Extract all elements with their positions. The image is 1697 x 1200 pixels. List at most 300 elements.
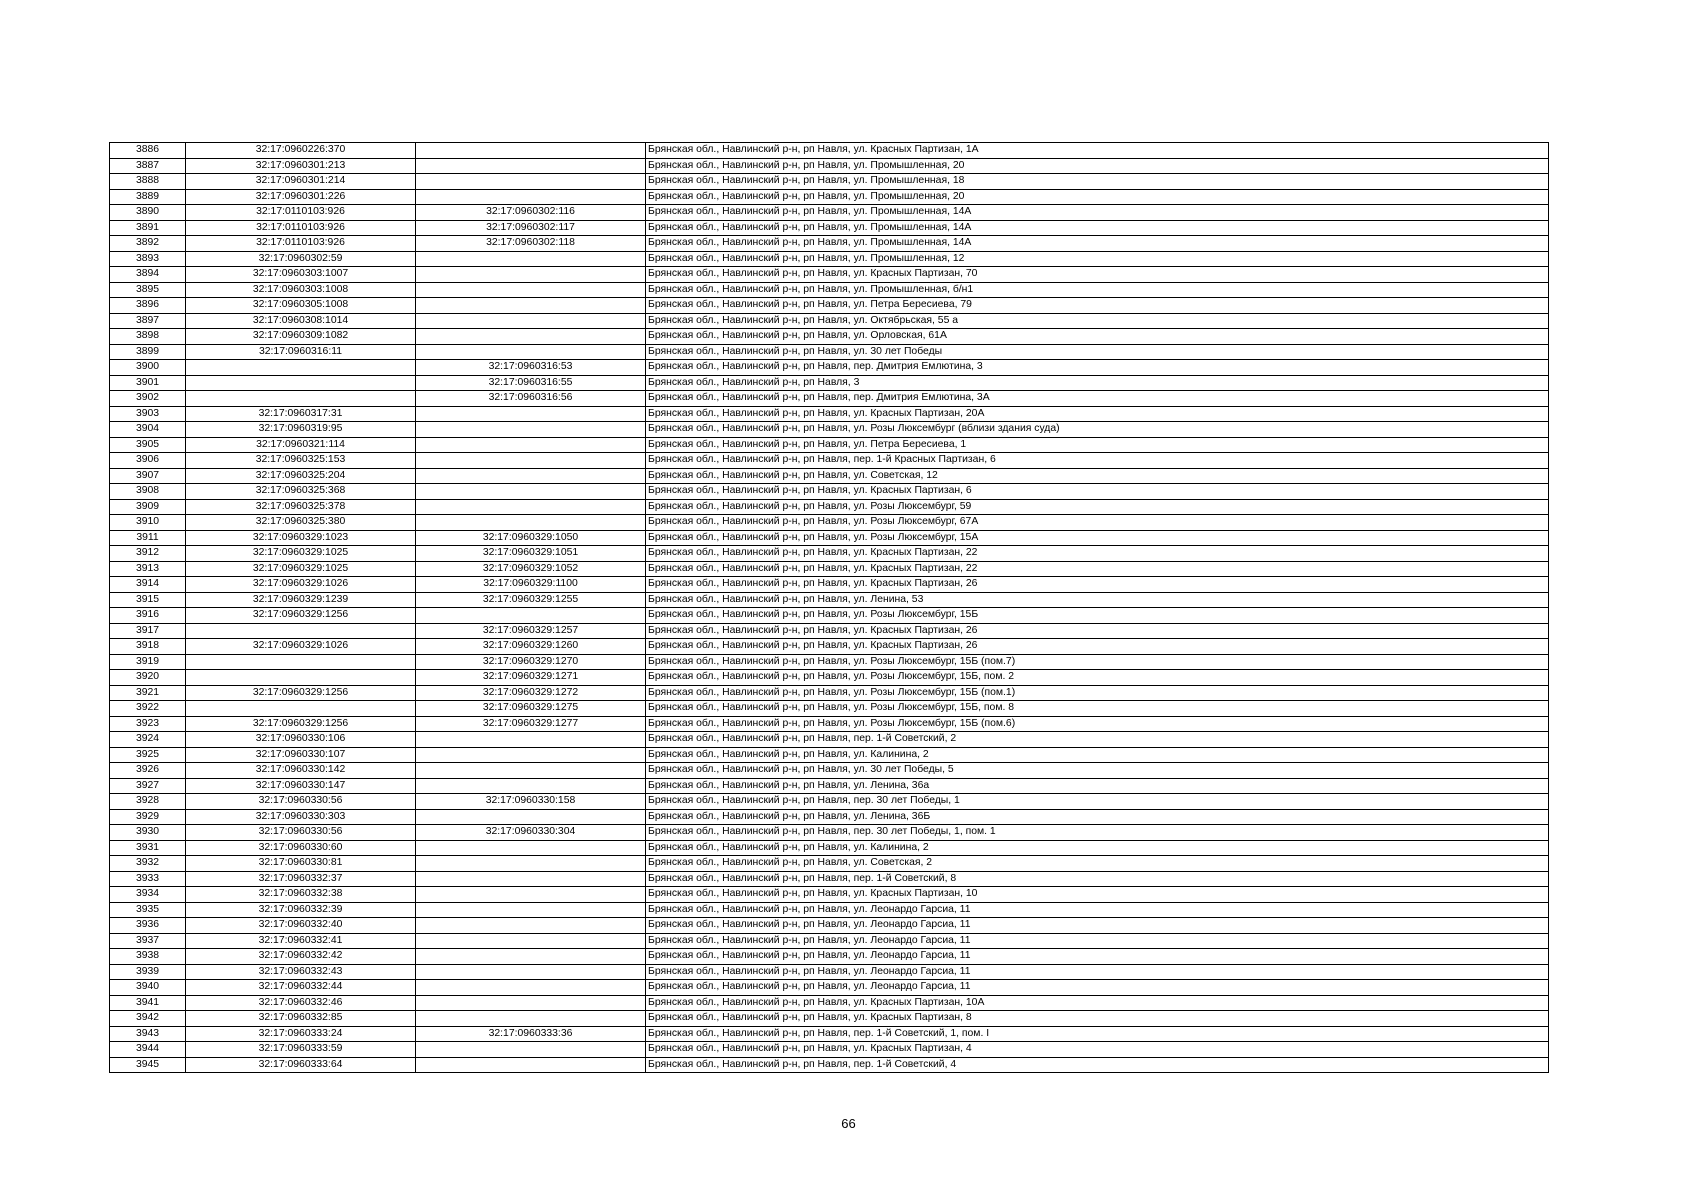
table-row [110,825,1549,841]
object-number-cell [416,747,646,763]
table-row [110,902,1549,918]
object-number-cell: 32:17:0960329:1272 [416,685,646,701]
row-number-cell: 3887 [110,158,186,174]
table-row [110,592,1549,608]
row-number-cell: 3941 [110,995,186,1011]
table-row [110,763,1549,779]
address-cell: Брянская обл., Навлинский р-н, рп Навля, ул. Красных Партизан, 10А [646,995,1549,1011]
object-number-cell: 32:17:0960302:116 [416,205,646,221]
address-cell: Брянская обл., Навлинский р-н, рп Навля, ул. Ленина, 36Б [646,809,1549,825]
cadastral-number-cell: 32:17:0960332:38 [186,887,416,903]
table-row [110,515,1549,531]
row-number-cell: 3889 [110,189,186,205]
row-number-cell: 3916 [110,608,186,624]
address-cell: Брянская обл., Навлинский р-н, рп Навля, ул. Промышленная, 14А [646,236,1549,252]
address-cell: Брянская обл., Навлинский р-н, рп Навля, ул. Промышленная, 12 [646,251,1549,267]
cadastral-number-cell [186,654,416,670]
row-number-cell: 3907 [110,468,186,484]
address-cell: Брянская обл., Навлинский р-н, рп Навля, пер. 30 лет Победы, 1, пом. 1 [646,825,1549,841]
address-cell: Брянская обл., Навлинский р-н, рп Навля, ул. Красных Партизан, 1А [646,143,1549,159]
table-row [110,267,1549,283]
address-cell: Брянская обл., Навлинский р-н, рп Навля, ул. Калинина, 2 [646,840,1549,856]
row-number-cell: 3913 [110,561,186,577]
object-number-cell: 32:17:0960302:118 [416,236,646,252]
row-number-cell: 3912 [110,546,186,562]
row-number-cell: 3922 [110,701,186,717]
object-number-cell: 32:17:0960330:304 [416,825,646,841]
address-cell: Брянская обл., Навлинский р-н, рп Навля, ул. Леонардо Гарсиа, 11 [646,933,1549,949]
cadastral-number-cell: 32:17:0960332:42 [186,949,416,965]
address-cell: Брянская обл., Навлинский р-н, рп Навля, ул. Розы Люксембург, 59 [646,499,1549,515]
cadastral-number-cell: 32:17:0110103:926 [186,220,416,236]
object-number-cell: 32:17:0960329:1275 [416,701,646,717]
table-row [110,964,1549,980]
table-row [110,391,1549,407]
cadastral-number-cell [186,701,416,717]
table-row [110,980,1549,996]
table-row [110,701,1549,717]
address-cell: Брянская обл., Навлинский р-н, рп Навля, ул. Промышленная, 14А [646,220,1549,236]
cadastral-number-cell: 32:17:0960330:107 [186,747,416,763]
cadastral-number-cell: 32:17:0960330:106 [186,732,416,748]
address-cell: Брянская обл., Навлинский р-н, рп Навля, ул. Красных Партизан, 8 [646,1011,1549,1027]
cadastral-number-cell: 32:17:0960325:380 [186,515,416,531]
address-cell: Брянская обл., Навлинский р-н, рп Навля, ул. Советская, 12 [646,468,1549,484]
object-number-cell [416,515,646,531]
cadastral-number-cell: 32:17:0960329:1023 [186,530,416,546]
table-row [110,453,1549,469]
cadastral-number-cell: 32:17:0960329:1256 [186,608,416,624]
table-row [110,809,1549,825]
object-number-cell: 32:17:0960329:1051 [416,546,646,562]
object-number-cell: 32:17:0960329:1257 [416,623,646,639]
cadastral-number-cell: 32:17:0960332:44 [186,980,416,996]
table-row [110,468,1549,484]
cadastral-number-cell: 32:17:0110103:926 [186,205,416,221]
object-number-cell [416,1057,646,1073]
row-number-cell: 3927 [110,778,186,794]
row-number-cell: 3936 [110,918,186,934]
object-number-cell [416,174,646,190]
row-number-cell: 3924 [110,732,186,748]
row-number-cell: 3917 [110,623,186,639]
cadastral-number-cell: 32:17:0960333:24 [186,1026,416,1042]
table-row [110,484,1549,500]
table-row [110,437,1549,453]
cadastral-number-cell: 32:17:0960329:1256 [186,716,416,732]
cadastral-number-cell: 32:17:0960332:41 [186,933,416,949]
object-number-cell [416,887,646,903]
row-number-cell: 3899 [110,344,186,360]
table-row [110,282,1549,298]
object-number-cell [416,143,646,159]
row-number-cell: 3942 [110,1011,186,1027]
object-number-cell: 32:17:0960329:1270 [416,654,646,670]
object-number-cell [416,484,646,500]
object-number-cell [416,189,646,205]
cadastral-number-cell: 32:17:0960330:56 [186,794,416,810]
object-number-cell [416,763,646,779]
object-number-cell [416,778,646,794]
address-cell: Брянская обл., Навлинский р-н, рп Навля, ул. Красных Партизан, 10 [646,887,1549,903]
cadastral-number-cell: 32:17:0960329:1256 [186,685,416,701]
address-cell: Брянская обл., Навлинский р-н, рп Навля, ул. Советская, 2 [646,856,1549,872]
table-row [110,654,1549,670]
table-row [110,887,1549,903]
table-row [110,236,1549,252]
object-number-cell [416,980,646,996]
address-cell: Брянская обл., Навлинский р-н, рп Навля, ул. Октябрьская, 55 а [646,313,1549,329]
object-number-cell: 32:17:0960329:1277 [416,716,646,732]
address-cell: Брянская обл., Навлинский р-н, рп Навля, ул. Красных Партизан, 26 [646,577,1549,593]
address-cell: Брянская обл., Навлинский р-н, рп Навля, ул. Леонардо Гарсиа, 11 [646,964,1549,980]
row-number-cell: 3906 [110,453,186,469]
row-number-cell: 3918 [110,639,186,655]
row-number-cell: 3897 [110,313,186,329]
address-cell: Брянская обл., Навлинский р-н, рп Навля, ул. Красных Партизан, 6 [646,484,1549,500]
table-row [110,344,1549,360]
row-number-cell: 3926 [110,763,186,779]
address-cell: Брянская обл., Навлинский р-н, рп Навля, пер. 1-й Советский, 8 [646,871,1549,887]
cadastral-number-cell: 32:17:0960319:95 [186,422,416,438]
address-cell: Брянская обл., Навлинский р-н, рп Навля, ул. Красных Партизан, 22 [646,546,1549,562]
row-number-cell: 3925 [110,747,186,763]
row-number-cell: 3903 [110,406,186,422]
cadastral-number-cell: 32:17:0960303:1008 [186,282,416,298]
table-row [110,747,1549,763]
address-cell: Брянская обл., Навлинский р-н, рп Навля, ул. Розы Люксембург, 15Б (пом.1) [646,685,1549,701]
table-body [110,143,1549,1073]
row-number-cell: 3892 [110,236,186,252]
row-number-cell: 3909 [110,499,186,515]
cadastral-number-cell: 32:17:0960301:213 [186,158,416,174]
cadastral-number-cell: 32:17:0960308:1014 [186,313,416,329]
table-row [110,670,1549,686]
cadastral-number-cell: 32:17:0960317:31 [186,406,416,422]
cadastral-number-cell: 32:17:0960329:1026 [186,639,416,655]
row-number-cell: 3920 [110,670,186,686]
address-cell: Брянская обл., Навлинский р-н, рп Навля, ул. Розы Люксембург, 15Б, пом. 8 [646,701,1549,717]
cadastral-number-cell: 32:17:0960329:1026 [186,577,416,593]
table-row [110,360,1549,376]
address-cell: Брянская обл., Навлинский р-н, рп Навля, ул. Розы Люксембург, 15Б [646,608,1549,624]
cadastral-number-cell: 32:17:0960301:226 [186,189,416,205]
address-cell: Брянская обл., Навлинский р-н, рп Навля, ул. Розы Люксембург, 15Б, пом. 2 [646,670,1549,686]
table-row [110,840,1549,856]
cadastral-number-cell: 32:17:0960330:142 [186,763,416,779]
cadastral-number-cell [186,391,416,407]
object-number-cell: 32:17:0960329:1271 [416,670,646,686]
row-number-cell: 3888 [110,174,186,190]
table-row [110,871,1549,887]
object-number-cell: 32:17:0960329:1260 [416,639,646,655]
object-number-cell [416,918,646,934]
table-row [110,639,1549,655]
table-row [110,1042,1549,1058]
table-row [110,918,1549,934]
address-cell: Брянская обл., Навлинский р-н, рп Навля, ул. Леонардо Гарсиа, 11 [646,980,1549,996]
cadastral-number-cell: 32:17:0960321:114 [186,437,416,453]
cadastral-number-cell: 32:17:0960330:56 [186,825,416,841]
object-number-cell [416,964,646,980]
row-number-cell: 3901 [110,375,186,391]
cadastral-number-cell: 32:17:0960332:39 [186,902,416,918]
object-number-cell [416,267,646,283]
address-cell: Брянская обл., Навлинский р-н, рп Навля, пер. 1-й Советский, 4 [646,1057,1549,1073]
cadastral-number-cell: 32:17:0960329:1025 [186,561,416,577]
address-cell: Брянская обл., Навлинский р-н, рп Навля, ул. Розы Люксембург (вблизи здания суда) [646,422,1549,438]
object-number-cell [416,840,646,856]
row-number-cell: 3911 [110,530,186,546]
table-row [110,623,1549,639]
address-cell: Брянская обл., Навлинский р-н, рп Навля, пер. Дмитрия Емлютина, 3 [646,360,1549,376]
object-number-cell [416,313,646,329]
address-cell: Брянская обл., Навлинский р-н, рп Навля, ул. Ленина, 36а [646,778,1549,794]
address-cell: Брянская обл., Навлинский р-н, рп Навля, ул. Калинина, 2 [646,747,1549,763]
cadastral-number-cell: 32:17:0960325:368 [186,484,416,500]
object-number-cell [416,1011,646,1027]
cadastral-number-cell: 32:17:0960325:378 [186,499,416,515]
address-cell: Брянская обл., Навлинский р-н, рп Навля, ул. Промышленная, б/н1 [646,282,1549,298]
address-cell: Брянская обл., Навлинский р-н, рп Навля, ул. Красных Партизан, 70 [646,267,1549,283]
object-number-cell: 32:17:0960330:158 [416,794,646,810]
row-number-cell: 3908 [110,484,186,500]
object-number-cell [416,995,646,1011]
cadastral-number-cell: 32:17:0960325:204 [186,468,416,484]
row-number-cell: 3904 [110,422,186,438]
address-cell: Брянская обл., Навлинский р-н, рп Навля, ул. 30 лет Победы, 5 [646,763,1549,779]
object-number-cell [416,499,646,515]
row-number-cell: 3902 [110,391,186,407]
row-number-cell: 3943 [110,1026,186,1042]
cadastral-number-cell: 32:17:0110103:926 [186,236,416,252]
object-number-cell [416,949,646,965]
row-number-cell: 3890 [110,205,186,221]
address-cell: Брянская обл., Навлинский р-н, рп Навля, ул. Розы Люксембург, 15Б (пом.7) [646,654,1549,670]
address-cell: Брянская обл., Навлинский р-н, рп Навля, ул. Орловская, 61А [646,329,1549,345]
row-number-cell: 3929 [110,809,186,825]
row-number-cell: 3945 [110,1057,186,1073]
cadastral-number-cell: 32:17:0960329:1239 [186,592,416,608]
table-row [110,685,1549,701]
table-row [110,143,1549,159]
address-cell: Брянская обл., Навлинский р-н, рп Навля, ул. Промышленная, 18 [646,174,1549,190]
cadastral-number-cell: 32:17:0960316:11 [186,344,416,360]
object-number-cell: 32:17:0960302:117 [416,220,646,236]
address-cell: Брянская обл., Навлинский р-н, рп Навля, 3 [646,375,1549,391]
cadastral-number-cell: 32:17:0960333:64 [186,1057,416,1073]
address-cell: Брянская обл., Навлинский р-н, рп Навля, ул. Промышленная, 20 [646,189,1549,205]
address-cell: Брянская обл., Навлинский р-н, рп Навля, ул. Петра Бересиева, 79 [646,298,1549,314]
row-number-cell: 3894 [110,267,186,283]
row-number-cell: 3921 [110,685,186,701]
address-cell: Брянская обл., Навлинский р-н, рп Навля, пер. 1-й Советский, 1, пом. I [646,1026,1549,1042]
table-row [110,949,1549,965]
table-row [110,329,1549,345]
address-cell: Брянская обл., Навлинский р-н, рп Навля, ул. Промышленная, 14А [646,205,1549,221]
row-number-cell: 3934 [110,887,186,903]
table-row [110,1057,1549,1073]
address-cell: Брянская обл., Навлинский р-н, рп Навля, пер. 1-й Красных Партизан, 6 [646,453,1549,469]
table-row [110,608,1549,624]
cadastral-number-cell [186,670,416,686]
object-number-cell [416,856,646,872]
cadastral-number-cell [186,623,416,639]
address-cell: Брянская обл., Навлинский р-н, рп Навля, ул. Промышленная, 20 [646,158,1549,174]
address-cell: Брянская обл., Навлинский р-н, рп Навля, ул. Красных Партизан, 26 [646,623,1549,639]
address-cell: Брянская обл., Навлинский р-н, рп Навля, ул. Леонардо Гарсиа, 11 [646,918,1549,934]
table-row [110,158,1549,174]
address-cell: Брянская обл., Навлинский р-н, рп Навля, ул. 30 лет Победы [646,344,1549,360]
address-cell: Брянская обл., Навлинский р-н, рп Навля, ул. Ленина, 53 [646,592,1549,608]
address-cell: Брянская обл., Навлинский р-н, рп Навля, ул. Красных Партизан, 20А [646,406,1549,422]
object-number-cell: 32:17:0960316:55 [416,375,646,391]
object-number-cell [416,902,646,918]
cadastral-number-cell: 32:17:0960309:1082 [186,329,416,345]
row-number-cell: 3931 [110,840,186,856]
address-cell: Брянская обл., Навлинский р-н, рп Навля, ул. Петра Бересиева, 1 [646,437,1549,453]
table-row [110,220,1549,236]
row-number-cell: 3919 [110,654,186,670]
table-row [110,716,1549,732]
address-cell: Брянская обл., Навлинский р-н, рп Навля, ул. Леонардо Гарсиа, 11 [646,949,1549,965]
object-number-cell [416,158,646,174]
table-row [110,561,1549,577]
table-row [110,422,1549,438]
object-number-cell [416,282,646,298]
cadastral-number-cell: 32:17:0960330:147 [186,778,416,794]
row-number-cell: 3938 [110,949,186,965]
object-number-cell: 32:17:0960329:1050 [416,530,646,546]
object-number-cell [416,298,646,314]
row-number-cell: 3939 [110,964,186,980]
table-row [110,794,1549,810]
row-number-cell: 3940 [110,980,186,996]
cadastral-number-cell: 32:17:0960332:40 [186,918,416,934]
object-number-cell [416,437,646,453]
object-number-cell [416,406,646,422]
object-number-cell: 32:17:0960329:1052 [416,561,646,577]
cadastral-number-cell: 32:17:0960302:59 [186,251,416,267]
cadastral-number-cell [186,375,416,391]
row-number-cell: 3914 [110,577,186,593]
row-number-cell: 3928 [110,794,186,810]
page-number: 66 [841,1116,856,1131]
property-register-table [109,142,1549,1073]
row-number-cell: 3937 [110,933,186,949]
row-number-cell: 3915 [110,592,186,608]
address-cell: Брянская обл., Навлинский р-н, рп Навля, пер. Дмитрия Емлютина, 3А [646,391,1549,407]
table-row [110,1011,1549,1027]
table-row [110,298,1549,314]
row-number-cell: 3900 [110,360,186,376]
cadastral-number-cell [186,360,416,376]
row-number-cell: 3910 [110,515,186,531]
object-number-cell [416,608,646,624]
cadastral-number-cell: 32:17:0960332:43 [186,964,416,980]
row-number-cell: 3896 [110,298,186,314]
table-row [110,732,1549,748]
object-number-cell [416,933,646,949]
row-number-cell: 3935 [110,902,186,918]
cadastral-number-cell: 32:17:0960330:81 [186,856,416,872]
table-row [110,1026,1549,1042]
table-row [110,499,1549,515]
address-cell: Брянская обл., Навлинский р-н, рп Навля, ул. Розы Люксембург, 15Б (пом.6) [646,716,1549,732]
cadastral-number-cell: 32:17:0960325:153 [186,453,416,469]
table-row [110,189,1549,205]
table-row [110,313,1549,329]
table-row [110,546,1549,562]
row-number-cell: 3905 [110,437,186,453]
object-number-cell [416,732,646,748]
row-number-cell: 3891 [110,220,186,236]
object-number-cell: 32:17:0960316:56 [416,391,646,407]
object-number-cell [416,344,646,360]
table-row [110,251,1549,267]
row-number-cell: 3932 [110,856,186,872]
row-number-cell: 3898 [110,329,186,345]
object-number-cell: 32:17:0960329:1255 [416,592,646,608]
table-row [110,577,1549,593]
row-number-cell: 3944 [110,1042,186,1058]
address-cell: Брянская обл., Навлинский р-н, рп Навля, пер. 30 лет Победы, 1 [646,794,1549,810]
table-row [110,995,1549,1011]
object-number-cell [416,329,646,345]
object-number-cell: 32:17:0960333:36 [416,1026,646,1042]
table-row [110,778,1549,794]
cadastral-number-cell: 32:17:0960330:303 [186,809,416,825]
object-number-cell [416,1042,646,1058]
address-cell: Брянская обл., Навлинский р-н, рп Навля, ул. Красных Партизан, 4 [646,1042,1549,1058]
address-cell: Брянская обл., Навлинский р-н, рп Навля, пер. 1-й Советский, 2 [646,732,1549,748]
object-number-cell [416,871,646,887]
object-number-cell [416,422,646,438]
table-row [110,406,1549,422]
cadastral-number-cell: 32:17:0960332:37 [186,871,416,887]
table-row [110,933,1549,949]
row-number-cell: 3923 [110,716,186,732]
object-number-cell [416,468,646,484]
address-cell: Брянская обл., Навлинский р-н, рп Навля, ул. Красных Партизан, 26 [646,639,1549,655]
row-number-cell: 3930 [110,825,186,841]
object-number-cell [416,453,646,469]
row-number-cell: 3893 [110,251,186,267]
cadastral-number-cell: 32:17:0960332:85 [186,1011,416,1027]
address-cell: Брянская обл., Навлинский р-н, рп Навля, ул. Леонардо Гарсиа, 11 [646,902,1549,918]
object-number-cell [416,251,646,267]
object-number-cell: 32:17:0960316:53 [416,360,646,376]
table-row [110,530,1549,546]
row-number-cell: 3895 [110,282,186,298]
cadastral-number-cell: 32:17:0960303:1007 [186,267,416,283]
address-cell: Брянская обл., Навлинский р-н, рп Навля, ул. Розы Люксембург, 67А [646,515,1549,531]
table-row [110,205,1549,221]
cadastral-number-cell: 32:17:0960329:1025 [186,546,416,562]
address-cell: Брянская обл., Навлинский р-н, рп Навля, ул. Розы Люксембург, 15А [646,530,1549,546]
object-number-cell: 32:17:0960329:1100 [416,577,646,593]
cadastral-number-cell: 32:17:0960332:46 [186,995,416,1011]
table-row [110,174,1549,190]
object-number-cell [416,809,646,825]
cadastral-number-cell: 32:17:0960333:59 [186,1042,416,1058]
address-cell: Брянская обл., Навлинский р-н, рп Навля, ул. Красных Партизан, 22 [646,561,1549,577]
table-row [110,856,1549,872]
table-row [110,375,1549,391]
cadastral-number-cell: 32:17:0960301:214 [186,174,416,190]
row-number-cell: 3933 [110,871,186,887]
cadastral-number-cell: 32:17:0960330:60 [186,840,416,856]
